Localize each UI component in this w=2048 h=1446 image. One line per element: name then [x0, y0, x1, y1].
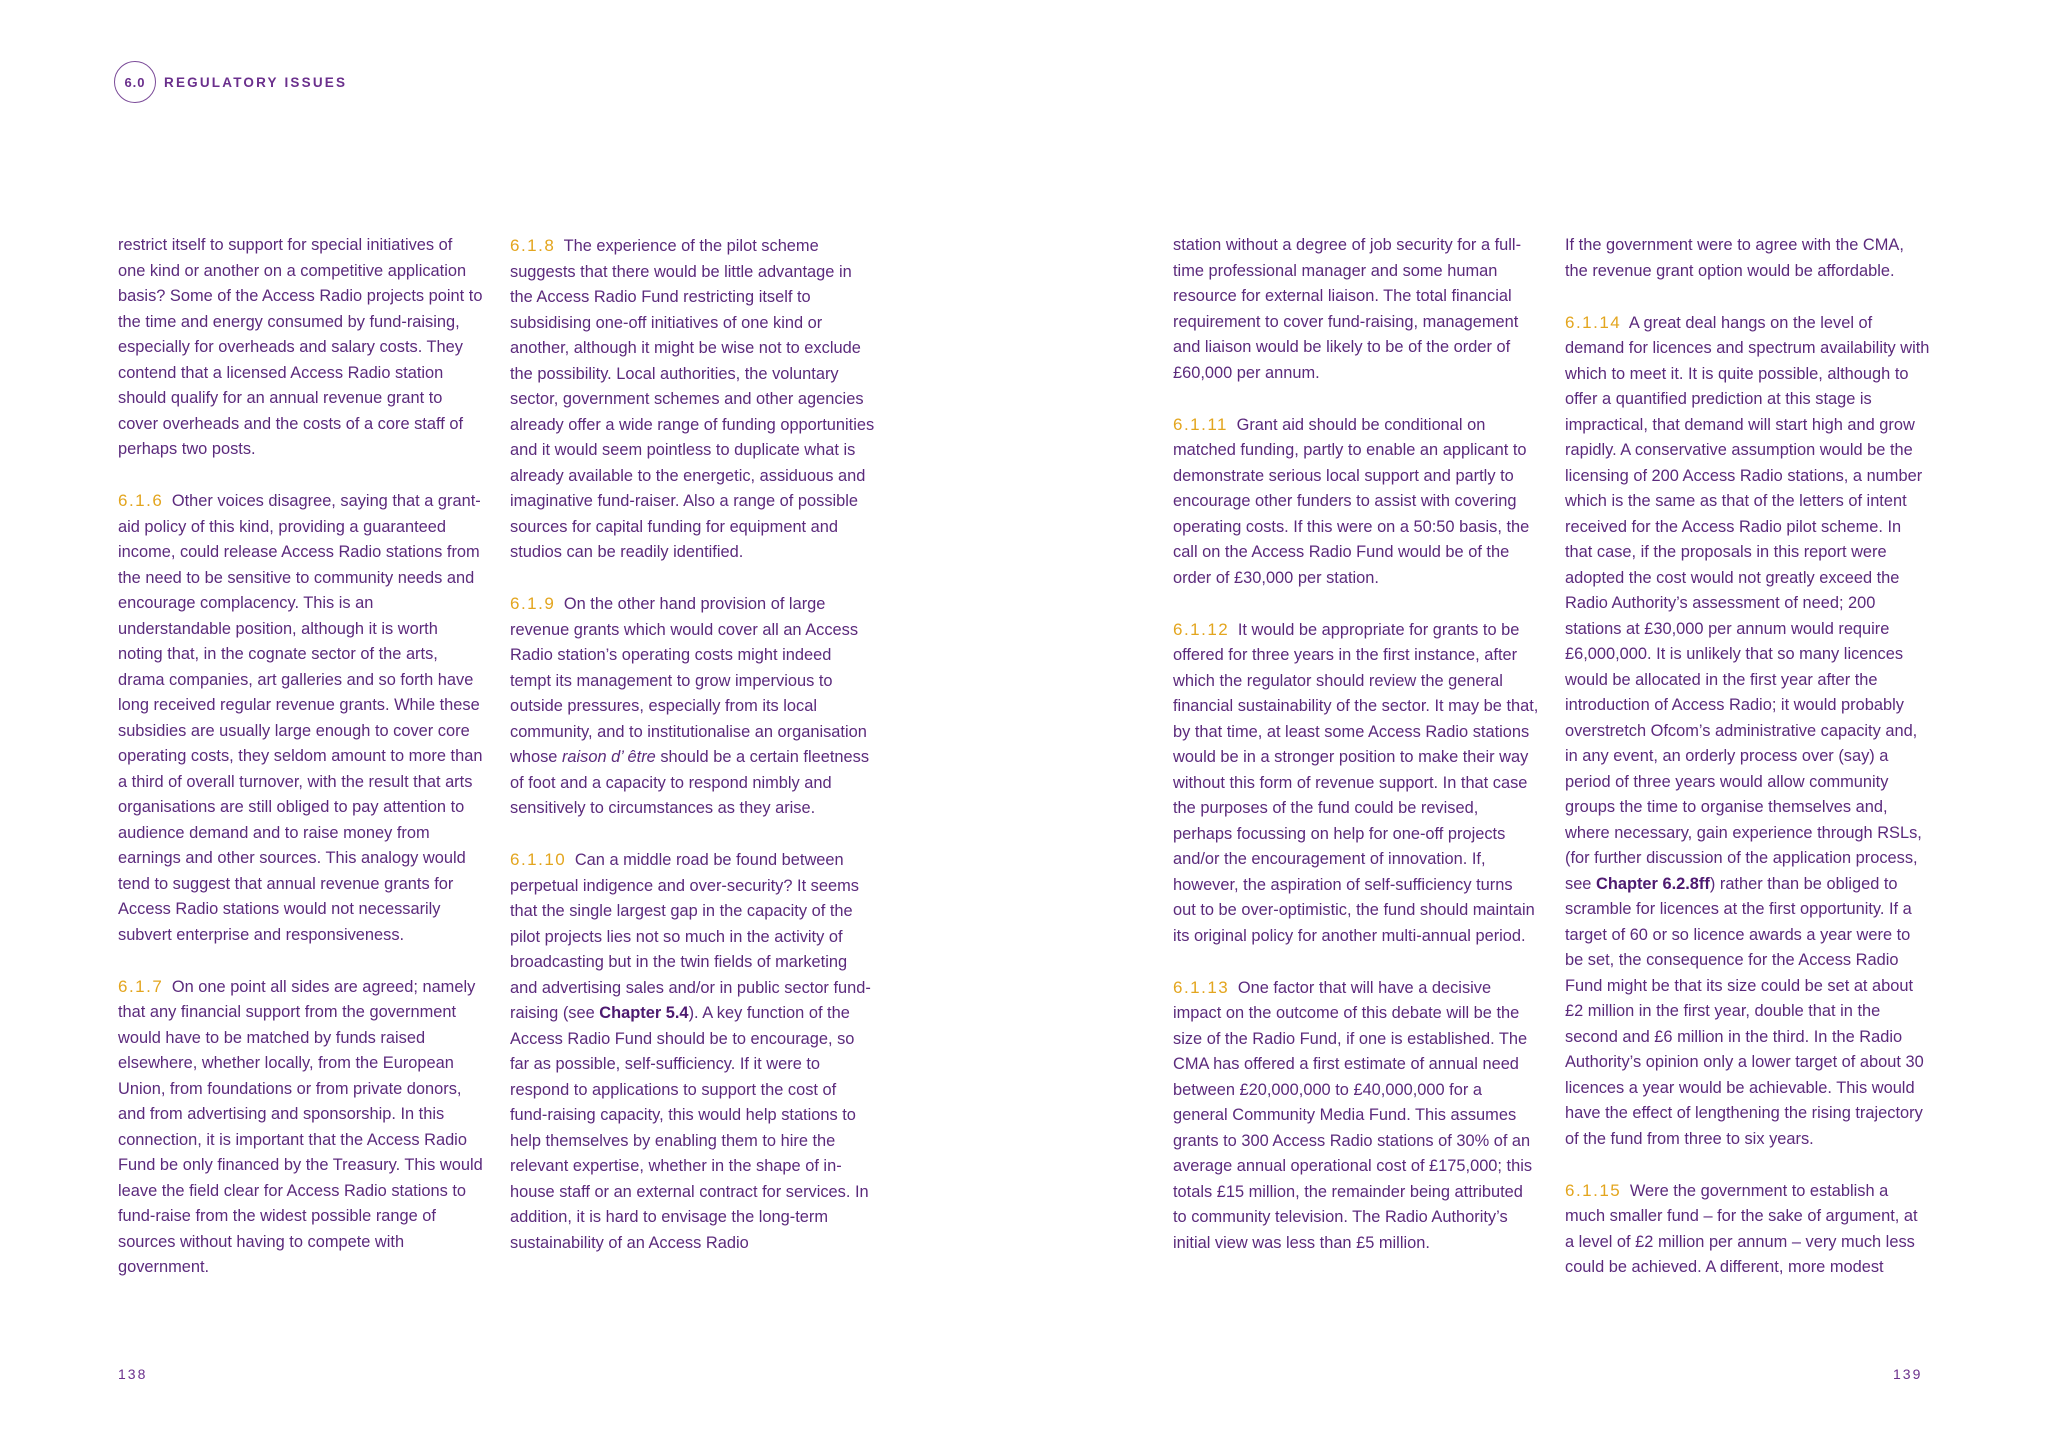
paragraph-6-1-15: [1565, 1178, 1931, 1281]
paragraph-6-1-13: [1173, 975, 1539, 1257]
paragraph-6-1-6: [118, 488, 484, 948]
italic-phrase: raison d’ être: [561, 748, 656, 766]
paragraph-6-1-7: [118, 974, 484, 1281]
paragraph-text: Grant aid should be conditional on matched funding, partly to enable an applicant to demonstrate serious local support and partly to encourage other funders to assist with covering operating costs. If this were on a 50:50 basis, the call on the Access Radio Fund would be of the order of £30,000 per station.: [1173, 415, 1530, 587]
page-number-left: 138: [118, 1366, 148, 1382]
paragraph-text: It would be appropriate for grants to be offered for three years in the first instance, after which the regulator should review the general financial sustainability of the sector. It may be that, by that time, at least some Access Radio stations would be in a stronger position to make their way without this form of revenue support. In that case the purposes of the fund could be revised, perhaps focussing on help for one-off projects and/or the encouragement of innovation. If, however, the aspiration of self-sufficiency turns out to be over-optimistic, the fund should maintain its original policy for another multi-annual period.: [1173, 620, 1539, 945]
paragraph-continued: [118, 233, 484, 463]
paragraph-number: 6.1.9: [510, 594, 556, 613]
chapter-number-badge: 6.0: [114, 61, 156, 103]
paragraph-text: station without a degree of job security for a full-time professional manager and some human resource for external liaison. The total financial requirement to cover fund-raising, management and liaison would be likely to be of the order of £60,000 per annum.: [1173, 236, 1522, 382]
paragraph-number: 6.1.8: [510, 236, 556, 255]
chapter-reference[interactable]: Chapter 5.4: [599, 1004, 689, 1022]
paragraph-number: 6.1.11: [1173, 414, 1229, 434]
text-column-4: [1565, 233, 1931, 1306]
paragraph-text: Other voices disagree, saying that a grant-aid policy of this kind, providing a guaranteed income, could release Access Radio stations from the need to be sensitive to community needs and encourage complacency. This is an understandable position, although it is worth noting that, in the cognate sector of the arts, drama companies, art galleries and so forth have long received regular revenue grants. While these subsidies are usually large enough to cover core operating costs, they seldom amount to more than a third of overall turnover, with the result that arts organisations are still obliged to pay attention to audience demand and to raise money from earnings and other sources. This analogy would tend to suggest that annual revenue grants for Access Radio stations would not necessarily subvert enterprise and responsiveness.: [118, 492, 483, 944]
paragraph-text: ) rather than be obliged to scramble for licences at the first opportunity. If a target of 60 or so licence awards a year were to be set, the consequence for the Access Radio Fund might be that its size could be set at about £2 million in the first year, double that in the second and £6 million in the third. In the Radio Authority’s opinion only a lower target of about 30 licences a year would be achievable. This would have the effect of lengthening the rising trajectory of the fund from three to six years.: [1565, 874, 1924, 1148]
paragraph-text: One factor that will have a decisive impact on the outcome of this debate will be the size of the Radio Fund, if one is established. The CMA has offered a first estimate of annual need between £20,000,000 to £40,000,000 for a general Community Media Fund. This assumes grants to 300 Access Radio stations of 30% of an average annual operational cost of £175,000; this totals £15 million, the remainder being attributed to community television. The Radio Authority’s initial view was less than £5 million.: [1173, 978, 1533, 1252]
paragraph-text: If the government were to agree with the CMA, the revenue grant option would be affordable.: [1565, 236, 1904, 280]
paragraph-text: ). A key function of the Access Radio Fund should be to encourage, so far as possible, self-sufficiency. If it were to respond to applications to support the cost of fund-raising capacity, this would help stations to help themselves by enabling them to hire the relevant expertise, whether in the shape of in-house staff or an external contract for services. In addition, it is hard to envisage the long-term sustainability of an Access Radio: [510, 1004, 869, 1252]
paragraph-6-1-12: [1173, 617, 1539, 950]
paragraph-continued: [1173, 233, 1539, 386]
paragraph-text: The experience of the pilot scheme suggests that there would be little advantage in the Access Radio Fund restricting itself to subsidising one-off initiatives of one kind or another, although it might be wise not to exclude the possibility. Local authorities, the voluntary sector, government schemes and other agencies already offer a wide range of funding opportunities and it would seem pointless to duplicate what is already available to the energetic, assiduous and imaginative fund-raiser. Also a range of possible sources for capital funding for equipment and studios can be readily identified.: [510, 237, 875, 561]
paragraph-number: 6.1.10: [510, 850, 567, 869]
paragraph-text: On the other hand provision of large revenue grants which would cover all an Access Radio station’s operating costs might indeed tempt its management to grow impervious to outside pressures, especially from its local community, and to institutionalise an organisation whose: [510, 595, 867, 766]
paragraph-number: 6.1.14: [1565, 312, 1622, 332]
chapter-title: REGULATORY ISSUES: [164, 74, 348, 90]
paragraph-text: A great deal hangs on the level of demand for licences and spectrum availability with which to meet it. It is quite possible, although to offer a quantified prediction at this stage is impractical, that demand will start high and grow rapidly. A conservative assumption would be the licensing of 200 Access Radio stations, a number which is the same as that of the letters of intent received for the Access Radio pilot scheme. In that case, if the proposals in this report were adopted the cost would not greatly exceed the Radio Authority’s assessment of need; 200 stations at £30,000 per annum would require £6,000,000. It is unlikely that so many licences would be allocated in the first year after the introduction of Access Radio; it would probably overstretch Ofcom’s administrative capacity and, in any event, an orderly process over (say) a period of three years would allow community groups the time to organise themselves and, where necessary, gain experience through RSLs, (for further discussion of the application process, see: [1565, 313, 1930, 893]
paragraph-text: Can a middle road be found between perpetual indigence and over-security? It seems that the single largest gap in the capacity of the pilot projects lies not so much in the activity of broadcasting but in the twin fields of marketing and advertising sales and/or in public sector fund-raising (see: [510, 851, 871, 1022]
paragraph-number: 6.1.7: [118, 976, 164, 996]
paragraph-text: Were the government to establish a much smaller fund – for the sake of argument, at a level of £2 million per annum – very much less could be achieved. A different, more modest: [1565, 1181, 1918, 1276]
text-column-1: [118, 233, 484, 1306]
text-column-3: [1173, 233, 1539, 1282]
chapter-reference[interactable]: Chapter 6.2.8ff: [1595, 874, 1710, 893]
paragraph-6-1-14: [1565, 310, 1931, 1153]
paragraph-number: 6.1.15: [1565, 1180, 1622, 1200]
page-number-right: 139: [1893, 1366, 1923, 1382]
paragraph-6-1-9: [510, 591, 876, 822]
paragraph-6-1-10: [510, 847, 876, 1256]
paragraph-6-1-8: [510, 233, 876, 566]
paragraph-text: restrict itself to support for special initiatives of one kind or another on a competitive application basis? Some of the Access Radio projects point to the time and energy consumed by fund-raising, especially for overheads and salary costs. They contend that a licensed Access Radio station should qualify for an annual revenue grant to cover overheads and the costs of a core staff of perhaps two posts.: [118, 236, 483, 458]
paragraph-number: 6.1.12: [1173, 619, 1230, 639]
running-header: [114, 60, 347, 104]
paragraph-continued: [1565, 233, 1931, 284]
paragraph-number: 6.1.6: [118, 491, 164, 510]
paragraph-6-1-11: [1173, 412, 1539, 592]
paragraph-text: should be a certain fleetness of foot and a capacity to respond nimbly and sensitively to circumstances as they arise.: [510, 748, 870, 817]
text-column-2: [510, 233, 876, 1282]
paragraph-number: 6.1.13: [1173, 977, 1230, 997]
paragraph-text: On one point all sides are agreed; namely that any financial support from the government would have to be matched by funds raised elsewhere, whether locally, from the European Union, from foundations or from private donors, and from advertising and sponsorship. In this connection, it is important that the Access Radio Fund be only financed by the Treasury. This would leave the field clear for Access Radio stations to fund-raise from the widest possible range of sources without having to compete with government.: [118, 977, 483, 1276]
